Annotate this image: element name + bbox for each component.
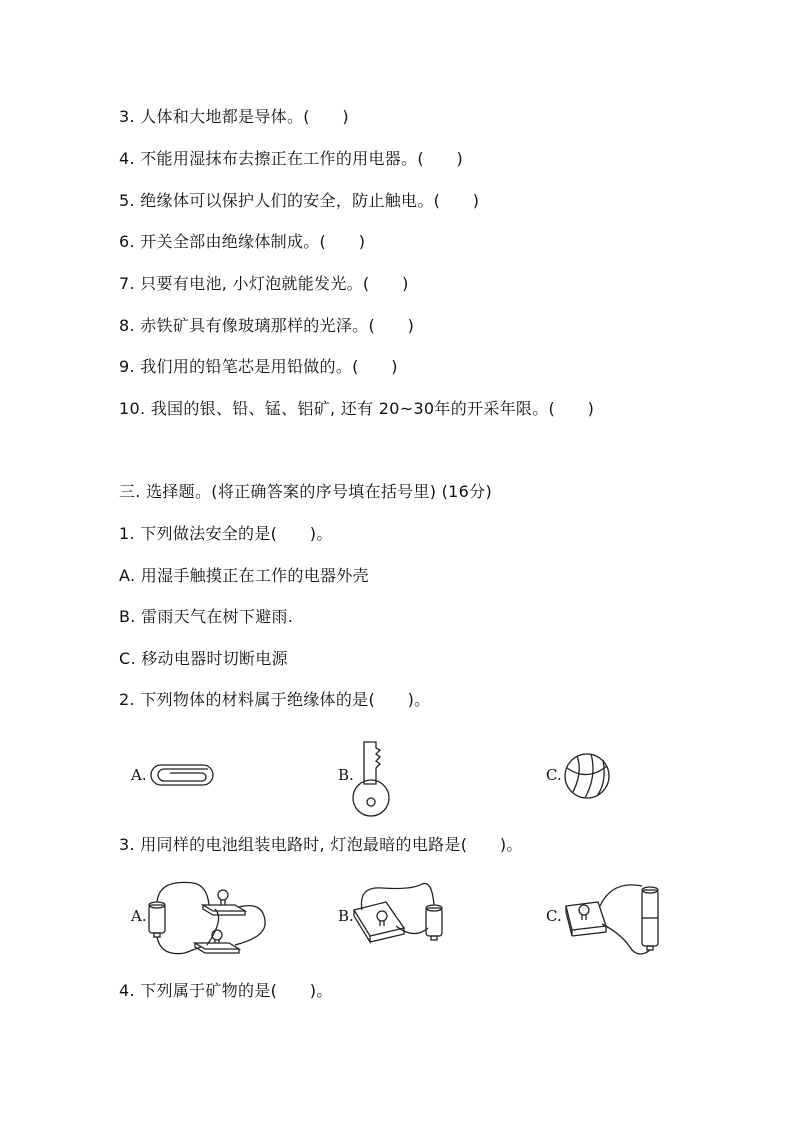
question-2-stem: 2. 下列物体的材料属于绝缘体的是( )。 — [119, 690, 431, 709]
section-title: 三. 选择题。(将正确答案的序号填在括号里) (16分) — [119, 482, 492, 501]
q2-option-b-label: B. — [338, 766, 354, 784]
question-1-stem: 1. 下列做法安全的是( )。 — [119, 524, 333, 543]
question-3-stem: 3. 用同样的电池组装电路时, 灯泡最暗的电路是( )。 — [119, 835, 523, 854]
circuit-c-diagram — [562, 878, 662, 958]
basketball-icon — [563, 752, 613, 802]
question-4-stem: 4. 下列属于矿物的是( )。 — [119, 981, 333, 1000]
q3-option-a-label: A. — [131, 907, 147, 925]
question-1-option-a: A. 用湿手触摸正在工作的电器外壳 — [119, 566, 369, 585]
question-1-option-b: B. 雷雨天气在树下避雨. — [119, 607, 294, 626]
key-icon — [352, 740, 396, 818]
judgement-item-7: 7. 只要有电池, 小灯泡就能发光。( ) — [119, 274, 409, 293]
judgement-item-3: 3. 人体和大地都是导体。( ) — [119, 107, 349, 126]
circuit-b-diagram — [352, 880, 447, 952]
question-1-option-c: C. 移动电器时切断电源 — [119, 649, 288, 668]
judgement-item-5: 5. 绝缘体可以保护人们的安全，防止触电。( ) — [119, 191, 480, 210]
judgement-item-4: 4. 不能用湿抹布去擦正在工作的用电器。( ) — [119, 149, 464, 168]
judgement-item-9: 9. 我们用的铅笔芯是用铅做的。( ) — [119, 357, 398, 376]
judgement-item-10: 10. 我国的银、铅、锰、铝矿, 还有 20~30年的开采年限。( ) — [119, 399, 595, 418]
q3-option-c-label: C. — [546, 907, 562, 925]
q2-option-a-label: A. — [131, 766, 147, 784]
paperclip-icon — [150, 762, 216, 790]
judgement-item-8: 8. 赤铁矿具有像玻璃那样的光泽。( ) — [119, 316, 415, 335]
q3-option-b-label: B. — [338, 907, 354, 925]
circuit-a-diagram — [145, 875, 275, 963]
q2-option-c-label: C. — [546, 766, 562, 784]
judgement-item-6: 6. 开关全部由绝缘体制成。( ) — [119, 232, 366, 251]
